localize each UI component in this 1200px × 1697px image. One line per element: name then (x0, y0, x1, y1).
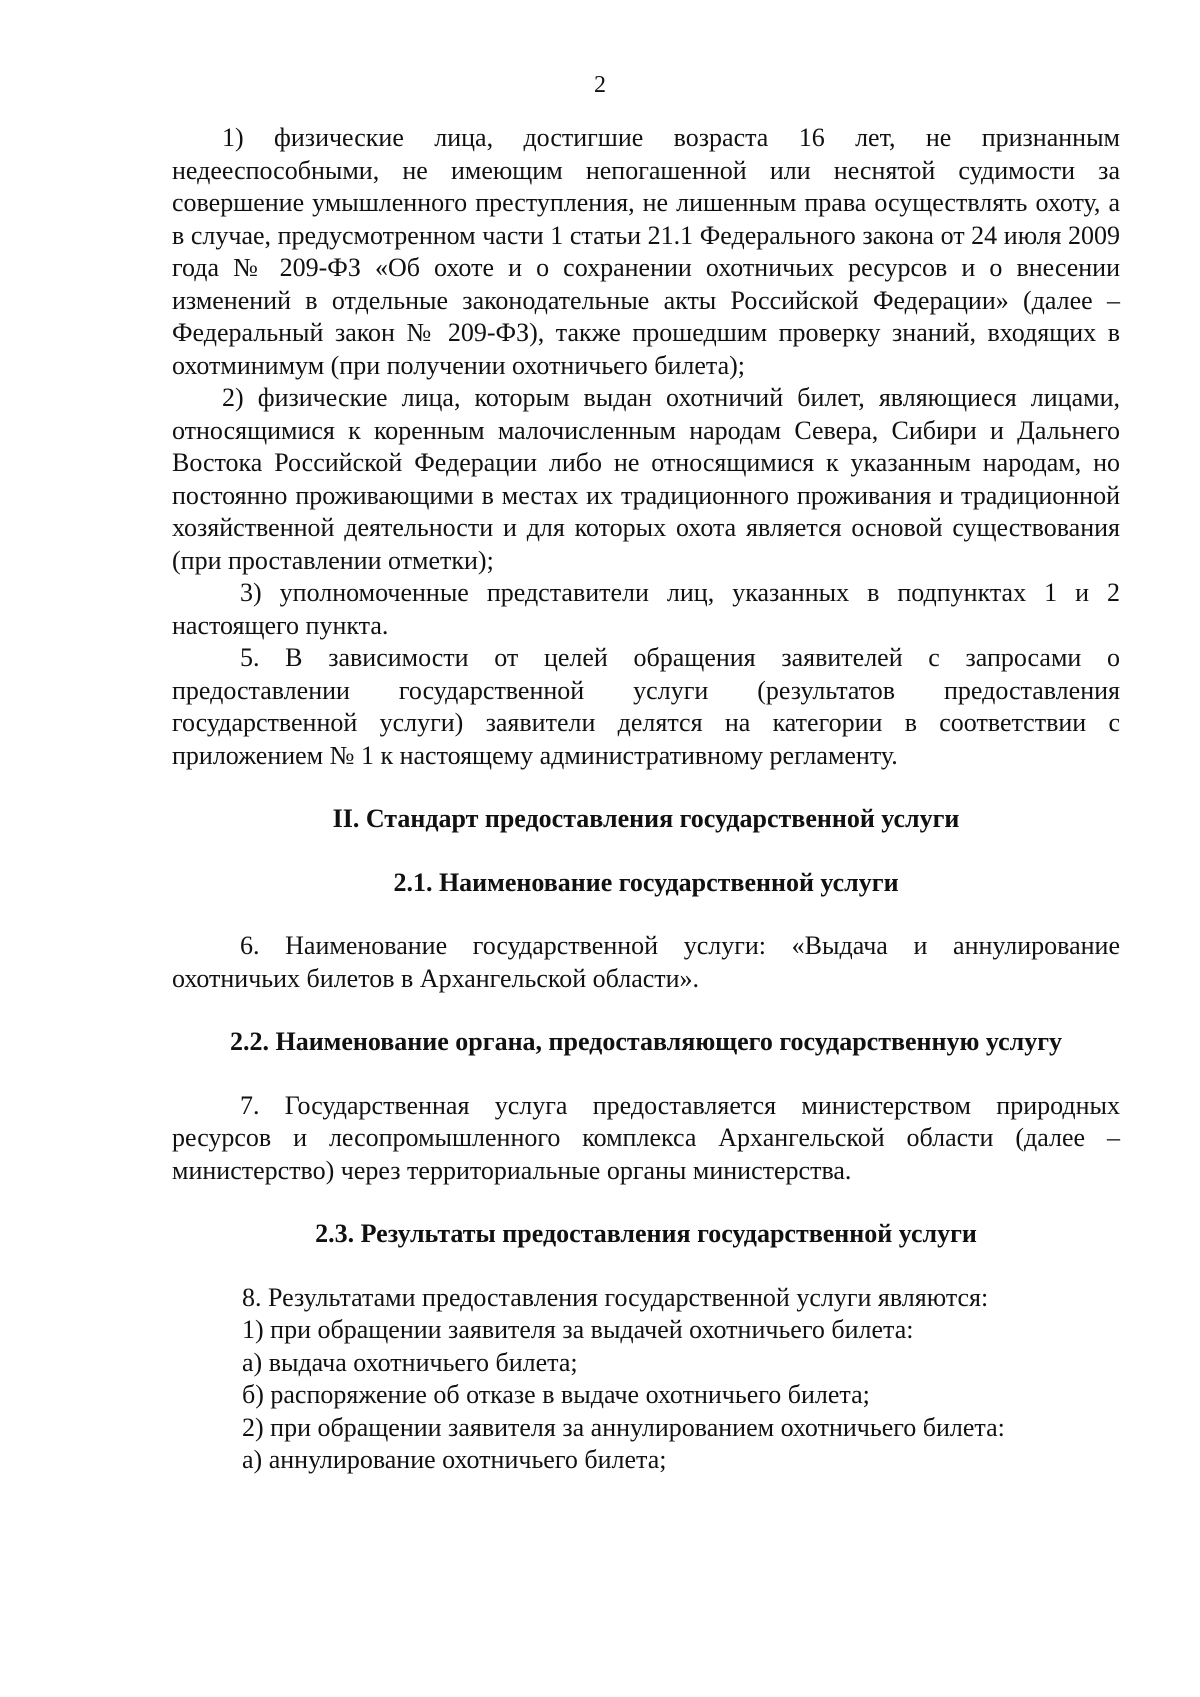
paragraph-item-3: 3) уполномоченные представители лиц, указанных в подпунктах 1 и 2 настоящего пункта. (172, 578, 1120, 640)
paragraph-item-6: 6. Наименование государственной услуги: «Выдача и аннулирование охотничьих билетов в Архангельской области». (172, 931, 1120, 993)
results-line-4: б) распоряжение об отказе в выдаче охотничьего билета; (242, 1380, 870, 1409)
spacer (172, 899, 1120, 930)
section-title: II. Стандарт предоставления государственной услуги (332, 804, 960, 833)
results-line-5: 2) при обращении заявителя за аннулированием охотничьего билета: (242, 1412, 1005, 1442)
page-number: 2 (594, 72, 606, 98)
paragraph-item-1: 1) физические лица, достигшие возраста 16 лет, не признанным недееспособными, не имеющим непогашенной или неснятой судимости за совершение умышленного преступления, не лишенным права осуществлять охоту, а в случае, предусмотренном части 1 статьи 21.1 Федерального закона от 24 июля 2009 года № 209-ФЗ «Об охоте и о сохранении охотничьих ресурсов и о внесении изменений в отдельные законодательные акты Российской Федерации» (далее – Федеральный закон № 209-ФЗ), также прошедшим проверку знаний, входящих в охотминимум (при получении охотничьего билета); (172, 123, 1120, 380)
results-line-3: а) выдача охотничьего билета; (242, 1347, 578, 1377)
results-line-6: а) аннулирование охотничьего билета; (242, 1445, 667, 1474)
page-content (172, 122, 1120, 1477)
spacer (172, 1187, 1120, 1218)
spacer (172, 1059, 1120, 1090)
paragraph-item-5: 5. В зависимости от целей обращения заявителей с запросами о предоставлении государственной услуги (результатов предоставления государственной услуги) заявители делятся на категории в соответствии с приложением № 1 к настоящему административному регламенту. (172, 643, 1120, 770)
results-line-2: 1) при обращении заявителя за выдачей охотничьего билета: (242, 1315, 914, 1344)
subsection-title-2-2: 2.2. Наименование органа, предоставляющего государственную услугу (229, 1027, 1063, 1056)
subsection-title-2-3: 2.3. Результаты предоставления государственной услуги (315, 1219, 977, 1248)
spacer (172, 836, 1120, 867)
spacer (172, 995, 1120, 1026)
spacer (172, 1251, 1120, 1282)
subsection-title-2-1: 2.1. Наименование государственной услуги (393, 867, 899, 897)
paragraph-item-2: 2) физические лица, которым выдан охотничий билет, являющиеся лицами, относящимися к коренным малочисленным народам Севера, Сибири и Дальнего Востока Российской Федерации либо не относящимися к указанным народам, но постоянно проживающими в местах их традиционного проживания и традиционной хозяйственной деятельности и для которых охота является основой существования (при проставлении отметки); (172, 383, 1120, 575)
spacer (172, 772, 1120, 803)
results-line-1: 8. Результатами предоставления государственной услуги являются: (242, 1282, 989, 1312)
paragraph-item-7: 7. Государственная услуга предоставляется министерством природных ресурсов и лесопромышленного комплекса Архангельской области (далее – министерство) через территориальные органы министерства. (172, 1090, 1120, 1185)
